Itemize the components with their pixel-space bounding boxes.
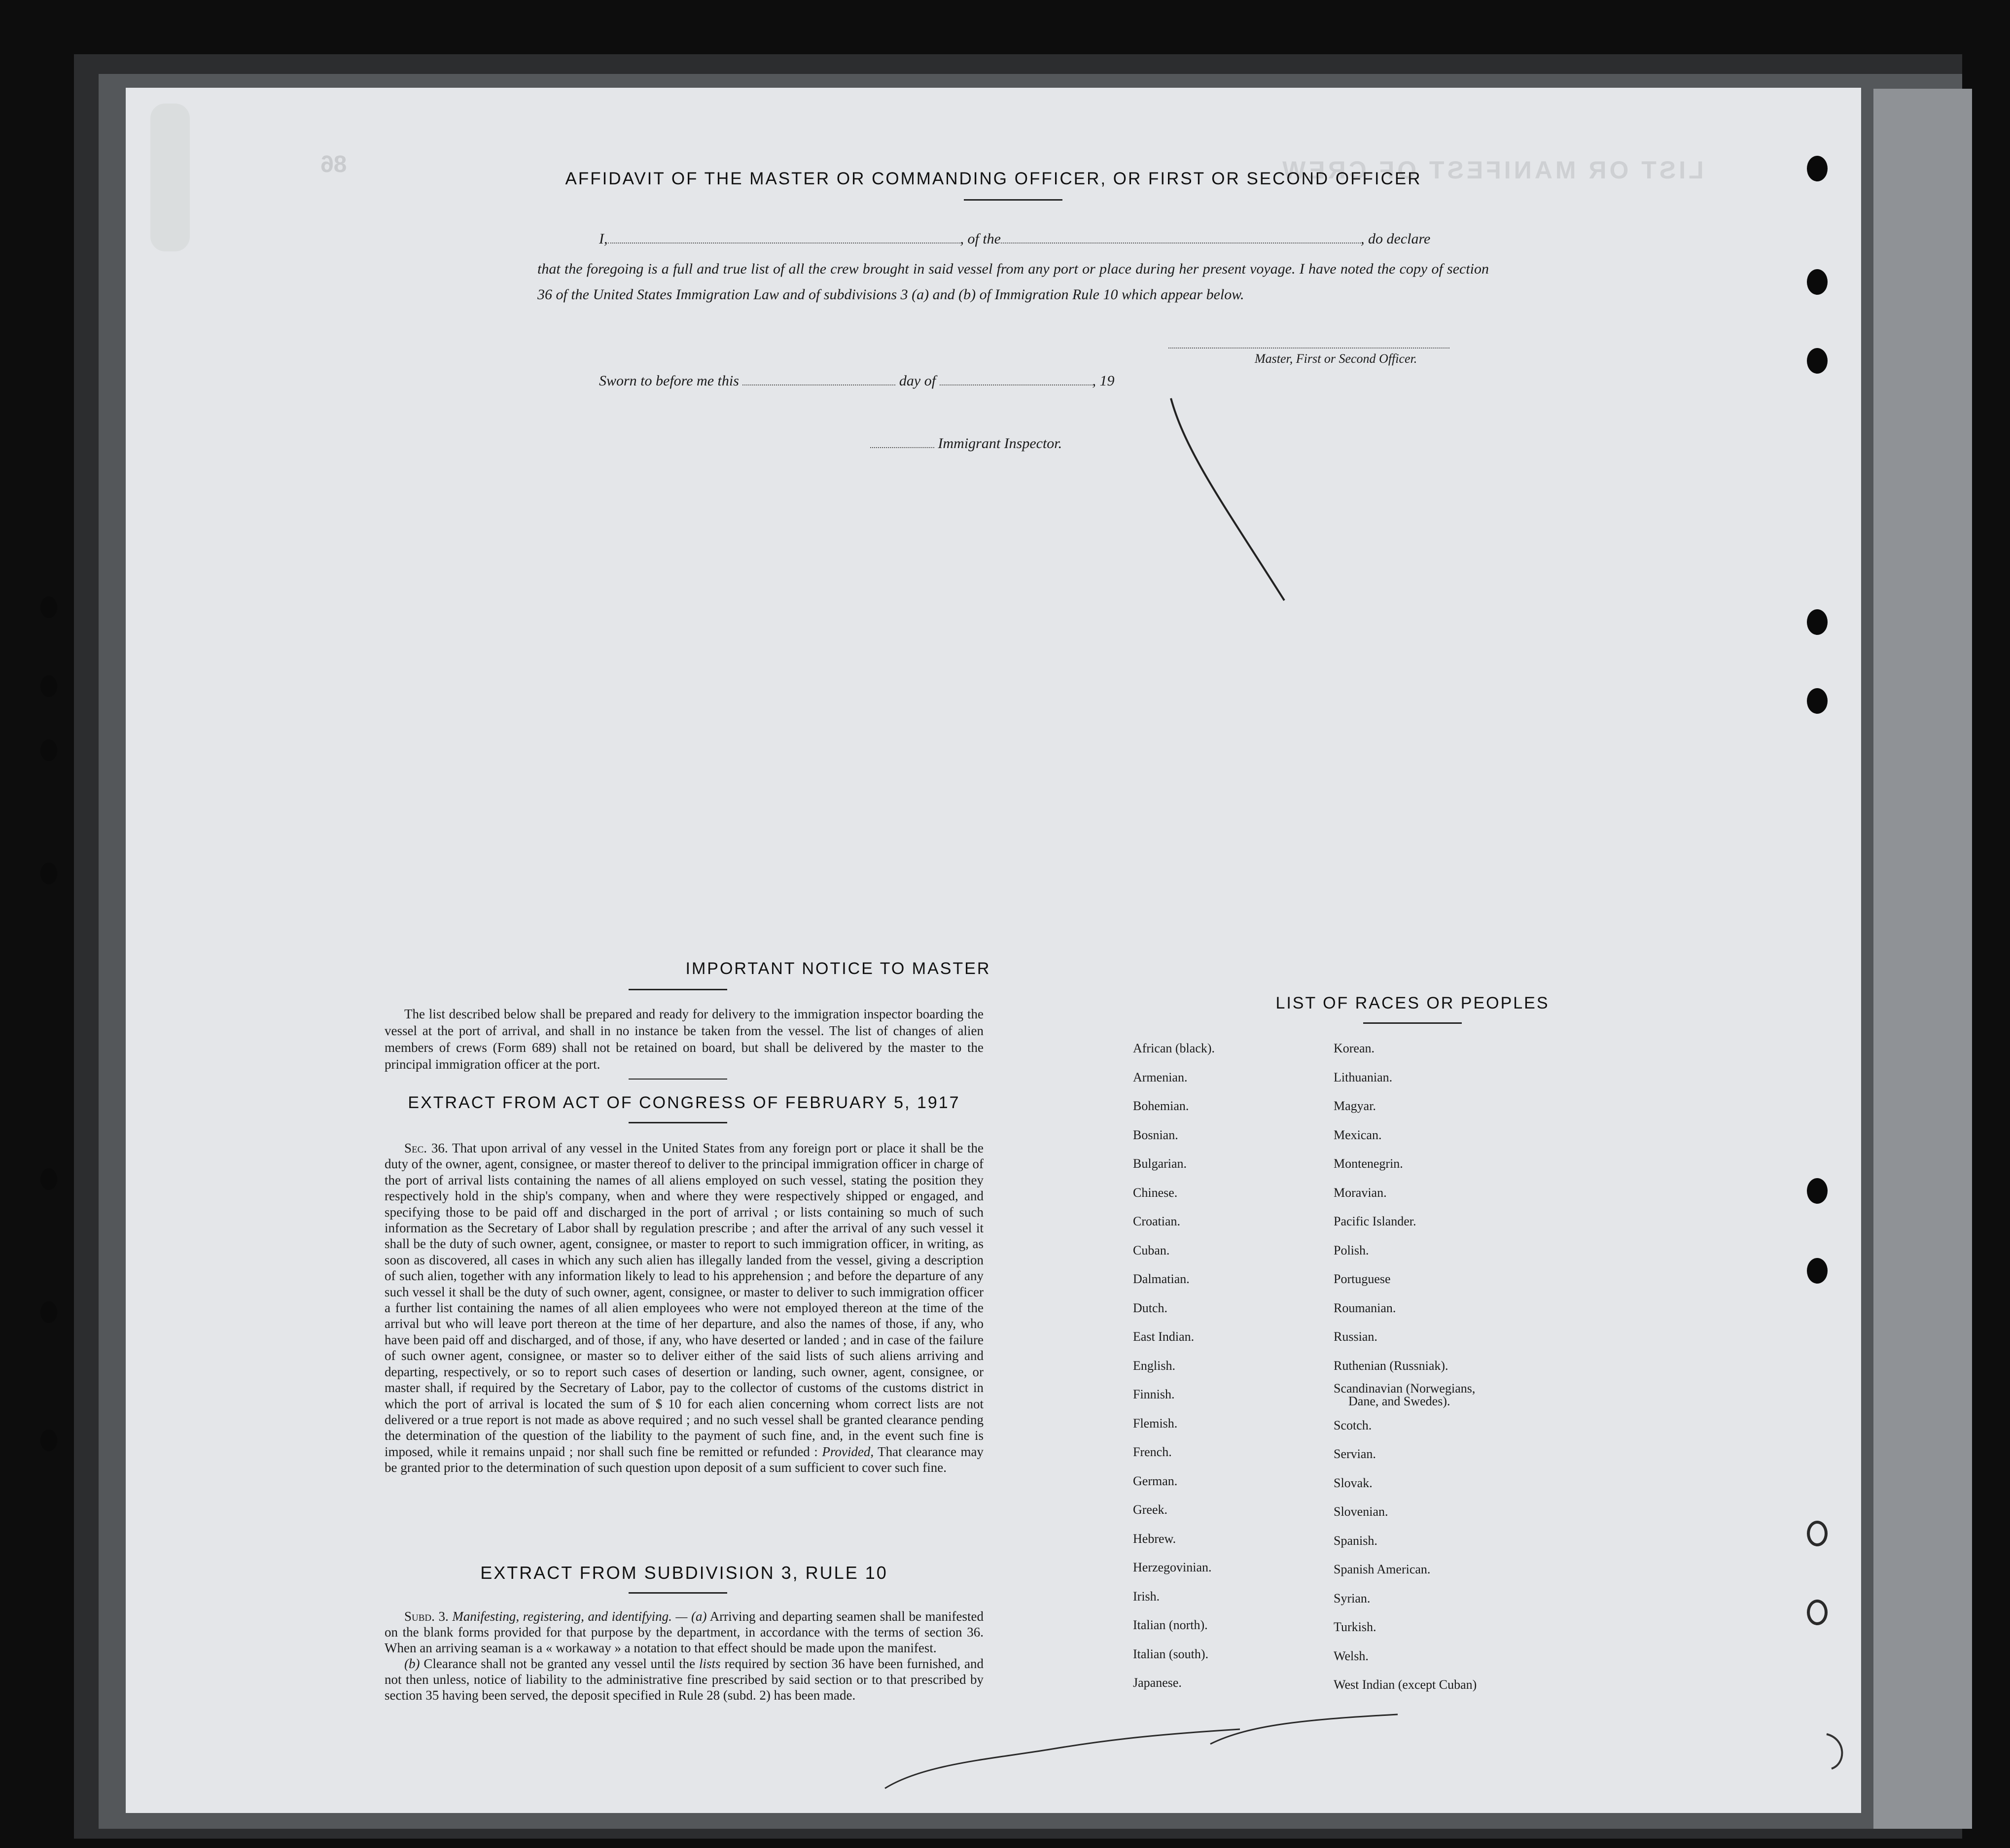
- race-item: German.: [1133, 1473, 1178, 1488]
- race-item: Italian (north).: [1133, 1618, 1208, 1632]
- binder-hole: [40, 1301, 57, 1323]
- race-item: Slovak.: [1334, 1475, 1373, 1490]
- race-item: Syrian.: [1334, 1591, 1371, 1605]
- notice-title-rule: [629, 989, 727, 990]
- race-item: Montenegrin.: [1334, 1156, 1403, 1171]
- race-item: Portuguese: [1334, 1272, 1391, 1286]
- race-item: Pacific Islander.: [1334, 1214, 1416, 1228]
- race-item: Dalmatian.: [1133, 1272, 1190, 1286]
- act-body: [385, 1140, 984, 1476]
- race-item: Ruthenian (Russniak).: [1334, 1358, 1448, 1373]
- rule-b-body-2: required by section 36 have been furnished, and not then unless, notice of liability to the administrative fine prescribed by said section or to that prescribed by section 35 having been served, the deposit specified in Rule 28 (subd. 2) has been made.: [385, 1656, 984, 1703]
- race-item: Japanese.: [1133, 1675, 1182, 1690]
- race-item: Flemish.: [1133, 1416, 1178, 1430]
- binder-hole: [1807, 1258, 1828, 1284]
- inspector-caption: Immigrant Inspector.: [938, 435, 1062, 452]
- rule-a-body: Arriving and departing seamen shall be manifested on the blank forms provided for that purpose by the department, in accordance with the terms of section 36. When an arriving seaman is a « workaway » a notation to that effect should be made upon the manifest.: [385, 1609, 984, 1655]
- race-item: Bulgarian.: [1133, 1156, 1187, 1171]
- affidavit-of-label: , of the: [960, 231, 1001, 247]
- year-label: , 19: [1092, 373, 1115, 389]
- inspector-signature-field[interactable]: [870, 447, 934, 448]
- act-title-rule: [629, 1122, 727, 1123]
- pen-mark-corner: [1822, 1729, 1851, 1774]
- binder-hole: [40, 1168, 57, 1190]
- binder-hole: [40, 1430, 57, 1451]
- race-item: Cuban.: [1133, 1243, 1170, 1257]
- act-section-label: Sec. 36.: [404, 1141, 448, 1155]
- binder-hole: [40, 675, 57, 697]
- master-signature-line[interactable]: [1168, 348, 1449, 349]
- races-column-2: [1334, 1034, 1477, 1700]
- notice-end-rule: [629, 1079, 727, 1080]
- races-title-rule: [1363, 1022, 1462, 1024]
- rule-body: [385, 1608, 984, 1703]
- race-item: Spanish American.: [1334, 1562, 1431, 1576]
- race-item: Spanish.: [1334, 1533, 1377, 1548]
- race-item: Polish.: [1334, 1243, 1369, 1257]
- rule-b-label: (b): [404, 1656, 420, 1671]
- race-item: Bosnian.: [1133, 1127, 1178, 1142]
- master-caption: Master, First or Second Officer.: [1255, 351, 1417, 366]
- affidavit-line-1: [599, 231, 1430, 247]
- race-item-multiline: [1334, 1380, 1477, 1411]
- race-item: Hebrew.: [1133, 1531, 1176, 1546]
- binder-hole: [1807, 609, 1828, 635]
- rule-title: EXTRACT FROM SUBDIVISION 3, RULE 10: [480, 1563, 888, 1583]
- rule-subd-label: Subd. 3.: [404, 1609, 449, 1624]
- race-item: African (black).: [1133, 1041, 1215, 1055]
- race-item: Herzegovinian.: [1133, 1560, 1212, 1574]
- race-item: Bohemian.: [1133, 1099, 1189, 1113]
- binder-hole: [1807, 348, 1828, 374]
- races-column-1: [1133, 1034, 1215, 1698]
- affidavit-title: AFFIDAVIT OF THE MASTER OR COMMANDING OFFICER, OR FIRST OR SECOND OFFICER: [565, 169, 1422, 188]
- binder-hole: [1807, 269, 1828, 295]
- race-item: East Indian.: [1133, 1329, 1195, 1344]
- race-item: Irish.: [1133, 1589, 1160, 1604]
- binder-hole: [40, 596, 57, 618]
- notice-body-text: The list described below shall be prepared and ready for delivery to the immigration inspector boarding the vessel at the port of arrival, and shall in no instance be taken from the vessel. The list of changes of alien members of crews (Form 689) shall not be retained on board, but shall be delivered by the master to the principal immigration officer at the port.: [385, 1007, 984, 1072]
- race-item-line: Dane, and Swedes).: [1348, 1394, 1450, 1408]
- act-provided: Provided,: [822, 1444, 874, 1459]
- affidavit-declare-label: , do declare: [1361, 231, 1431, 247]
- race-item: Greek.: [1133, 1502, 1168, 1517]
- race-item-line: Scandinavian (Norwegians,: [1334, 1381, 1476, 1395]
- rule-b-lists: lists: [699, 1656, 721, 1671]
- binder-hole: [40, 863, 57, 884]
- pen-stroke-mark: [1166, 393, 1294, 605]
- act-title: EXTRACT FROM ACT OF CONGRESS OF FEBRUARY 5, 1917: [408, 1093, 960, 1112]
- rule-b-body-1: Clearance shall not be granted any vessel until the: [423, 1656, 696, 1671]
- day-of-label: day of: [899, 373, 936, 389]
- binder-hole: [1807, 156, 1828, 181]
- act-body-end: That clearance may be granted prior to the determination of such question upon deposit of a sum sufficient to cover such fine.: [385, 1444, 984, 1475]
- race-item: Turkish.: [1334, 1620, 1376, 1634]
- notice-body: [385, 1006, 984, 1073]
- race-item: Mexican.: [1334, 1127, 1382, 1142]
- bleed-header: LIST OR MANIFEST OF CREW: [1279, 156, 1704, 184]
- race-item: Roumanian.: [1334, 1300, 1396, 1315]
- binder-hole: [1807, 1178, 1828, 1204]
- document-sheet: [126, 88, 1861, 1813]
- race-item: Magyar.: [1334, 1099, 1376, 1113]
- sworn-month-field[interactable]: [940, 384, 1093, 385]
- affidavit-body: [537, 256, 1489, 308]
- notice-title: IMPORTANT NOTICE TO MASTER: [685, 959, 991, 978]
- race-item: Scotch.: [1334, 1418, 1372, 1432]
- race-item: Korean.: [1334, 1041, 1375, 1055]
- race-item: Slovenian.: [1334, 1504, 1388, 1519]
- pen-scribble-bottom: [865, 1690, 1506, 1813]
- binder-hole-open: [1807, 1521, 1828, 1546]
- affidavit-title-rule: [964, 199, 1062, 201]
- act-body-text: That upon arrival of any vessel in the United States from any foreign port or place it shall be the duty of the owner, agent, consignee, or master thereof to deliver to the principal immigration officer in charge of the port of arrival lists containing the names of all aliens employed on such vessel, stating the position they respectively hold in the ship's company, when and where they were respectively shipped or engaged, and specifying those to be paid off and discharged in the port of arrival ; or lists containing so much of such information as the Secretary of Labor shall by regulation prescribe ; and after the arrival of any such vessel it shall be the duty of such owner, agent, consignee, or master to report to such immigration officer, in writing, as soon as discovered, all cases in which any such alien has illegally landed from the vessel, giving a description of such alien, together with any information likely to lead to his apprehension ; and before the departure of any such vessel it shall be the duty of such owner, agent, consignee, or master to deliver to such immigration officer a further list containing the names of all alien employees who were not employed thereon at the time of the arrival but who will leave port thereon at the time of her departure, and also the names of those, if any, who have been paid off and discharged, and of those, if any, who have deserted or landed ; and in case of the failure of such owner agent, consignee, or master so to deliver either of the said lists of such aliens arriving and departing, respectively, or so to report such cases of desertion or landing, such owner, agent, consignee, or master shall, if required by the Secretary of Labor, pay to the collector of customs of the customs district in which the port of arrival is located the sum of $ 10 for each alien concerning whom correct lists are not delivered or a true report is not made as above required ; and no such vessel shall be granted clearance pending the determination of the question of the liability to the payment of such fine, and, in the event such fine is imposed, while it remains unpaid ; nor shall such fine be remitted or refunded :: [385, 1141, 984, 1459]
- race-item: Lithuanian.: [1334, 1070, 1393, 1084]
- race-item: Russian.: [1334, 1329, 1377, 1344]
- races-title: LIST OF RACES OR PEOPLES: [1275, 994, 1550, 1012]
- sworn-day-field[interactable]: [742, 384, 895, 385]
- race-item: Croatian.: [1133, 1214, 1181, 1228]
- inspector-line: [870, 435, 1062, 452]
- affidavit-i-label: I,: [599, 231, 608, 247]
- race-item: Finnish.: [1133, 1387, 1175, 1401]
- binder-hole: [1807, 688, 1828, 714]
- rule-title-rule: [629, 1592, 727, 1594]
- bleed-page-number: 86: [320, 151, 347, 177]
- race-item: West Indian (except Cuban): [1334, 1677, 1477, 1692]
- affidavit-body-text: that the foregoing is a full and true list of all the crew brought in said vessel from any port or place during her present voyage. I have noted the copy of section 36 of the United States Immigration Law and of subdivisions 3 (a) and (b) of Immigration Rule 10 which appear below.: [537, 261, 1489, 303]
- race-item: English.: [1133, 1358, 1175, 1373]
- race-item: Moravian.: [1334, 1185, 1387, 1200]
- race-item: Armenian.: [1133, 1070, 1188, 1084]
- vessel-field[interactable]: [1001, 243, 1361, 244]
- binder-hole: [40, 739, 57, 761]
- race-item: Dutch.: [1133, 1300, 1168, 1315]
- name-field[interactable]: [608, 243, 960, 244]
- race-item: Welsh.: [1334, 1648, 1369, 1663]
- race-item: Servian.: [1334, 1447, 1376, 1461]
- page-stack-edge: [1873, 89, 1972, 1829]
- race-item: Italian (south).: [1133, 1646, 1209, 1661]
- race-item: French.: [1133, 1445, 1172, 1459]
- sworn-line: [599, 373, 1115, 389]
- binder-hole-open: [1807, 1600, 1828, 1625]
- binding-tab: [150, 104, 190, 251]
- rule-subd-heading: Manifesting, registering, and identifying. — (a): [452, 1609, 707, 1624]
- race-item: Chinese.: [1133, 1185, 1178, 1200]
- sworn-label: Sworn to before me this: [599, 373, 739, 389]
